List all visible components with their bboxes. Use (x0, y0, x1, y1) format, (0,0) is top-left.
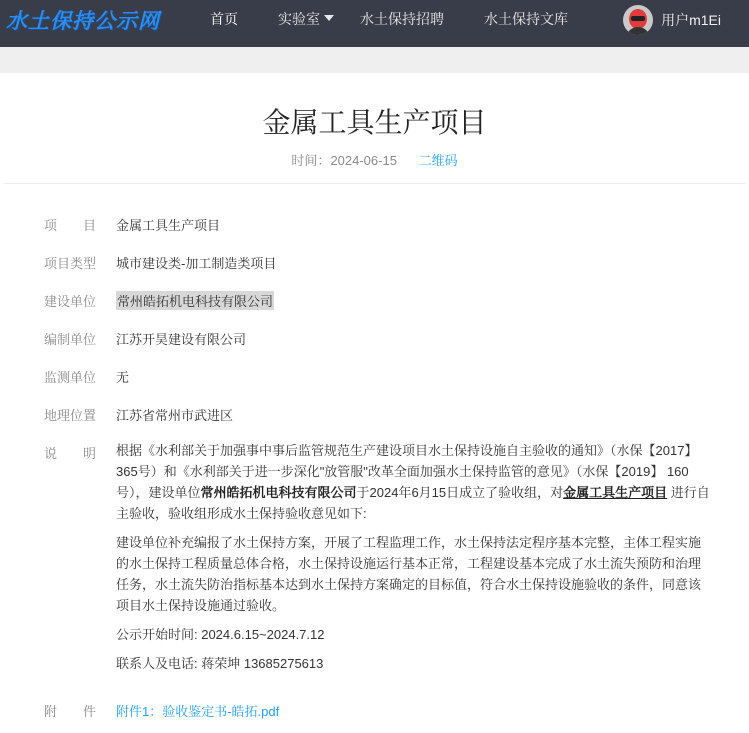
divider (4, 183, 745, 184)
desc-p1-c: 进行自主验收，验收组形成水土保持验收意见如下: (116, 485, 710, 521)
field-compiler-value: 江苏开昊建设有限公司 (116, 332, 247, 347)
field-project-label (44, 215, 104, 234)
description-body (116, 440, 710, 682)
field-location-value: 江苏省常州市武进区 (116, 408, 234, 423)
field-builder-value: 常州皓拓机电科技有限公司 (116, 291, 274, 310)
desc-project: 金属工具生产项目 (563, 485, 668, 500)
top-nav (0, 0, 749, 47)
attachment-item (116, 701, 279, 720)
field-type-value: 城市建设类-加工制造类项目 (116, 256, 277, 271)
article-card (0, 73, 749, 733)
article-meta (0, 150, 749, 169)
field-desc-label (44, 443, 104, 462)
page-title: 金属工具生产项目 (262, 107, 487, 138)
field-builder-label: 建设单位 (44, 294, 97, 309)
field-attach-label-a: 附 (44, 704, 58, 719)
qrcode-link[interactable]: 二维码 (418, 153, 458, 168)
desc-paragraph-1 (116, 440, 710, 524)
avatar-eyes-icon (631, 16, 645, 21)
user-menu[interactable] (623, 5, 721, 35)
avatar (623, 5, 653, 35)
field-type-label: 项目类型 (44, 256, 97, 271)
publish-date: 2024-06-15 (330, 153, 397, 168)
site-logo[interactable]: 水土保持公示网 (6, 9, 160, 33)
field-project-value: 金属工具生产项目 (116, 218, 221, 233)
chevron-down-icon (324, 15, 334, 21)
nav-lab[interactable] (278, 0, 334, 47)
field-attach-label-b: 件 (83, 704, 97, 719)
desc-p1-b: 于2024年6月15日成立了验收组，对 (356, 485, 564, 500)
field-location-label: 地理位置 (44, 408, 97, 423)
avatar-body-icon (626, 27, 650, 35)
field-project-label-b: 目 (83, 218, 97, 233)
time-label: 时间： (291, 153, 331, 168)
desc-paragraph-2: 建设单位补充编报了水土保持方案，开展了工程监理工作，水土保持法定程序基本完整，主体工程实施的水土保持工程质量总体合格，水土保持设施运行基本正常，工程建设基本完成了水土流失预防和治理任务，水土流失防治指标基本达到水土保持方案确定的目标值，符合水土保持设施验收的条件，同意该项目水土保持设施通过验收。 (116, 535, 702, 613)
field-monitor-value: 无 (116, 370, 130, 385)
field-monitor-label: 监测单位 (44, 370, 97, 385)
attachment-link[interactable]: 附件1：验收鉴定书-皓拓.pdf (116, 704, 280, 719)
field-compiler-label: 编制单位 (44, 332, 97, 347)
desc-paragraph-3: 公示开始时间: 2024.6.15~2024.7.12 (116, 627, 325, 642)
nav-lab-label: 实验室 (278, 11, 320, 27)
desc-company: 常州皓拓机电科技有限公司 (200, 485, 357, 500)
nav-recruit[interactable]: 水土保持招聘 (360, 11, 444, 27)
field-desc-label-b: 明 (83, 446, 97, 461)
nav-library[interactable]: 水土保持文库 (484, 11, 568, 27)
desc-paragraph-4: 联系人及电话: 蒋荣坤 13685275613 (116, 656, 324, 671)
desc-p1-a: 根据《水利部关于加强事中事后监管规范生产建设项目水土保持设施自主验收的通知》（水保【2017】365号）和《水利部关于进一步深化"放管服"改革全面加强水土保持监管的意见》（水保【2019】 160号），建设单位 (116, 443, 698, 500)
nav-home[interactable]: 首页 (210, 11, 238, 27)
field-attachment-label (44, 701, 104, 720)
field-project-label-a: 项 (44, 218, 58, 233)
field-desc-label-a: 说 (44, 446, 58, 461)
user-name: 用户m1Ei (661, 12, 721, 28)
